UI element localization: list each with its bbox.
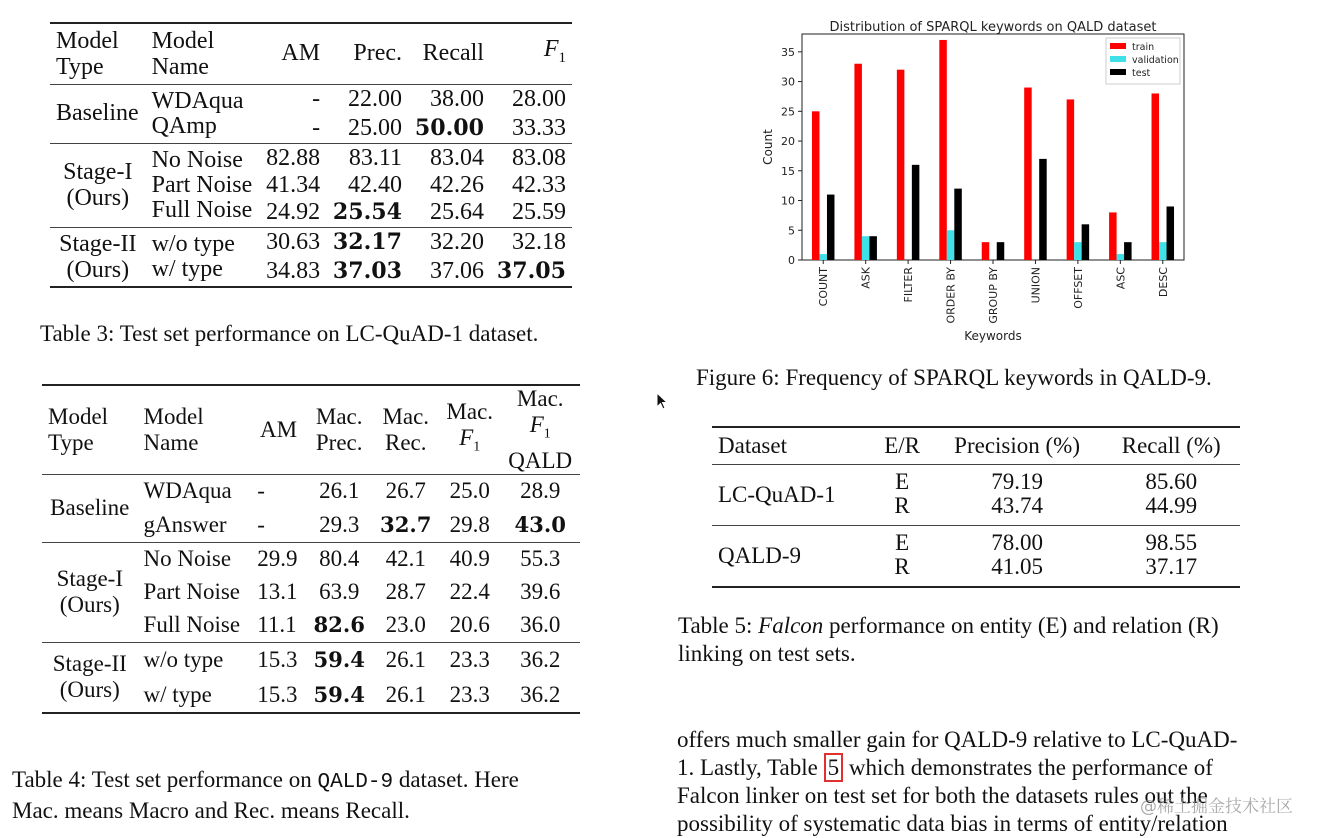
bar-validation [862,236,870,260]
group-label-line: (Ours) [66,185,130,211]
legend-swatch [1110,56,1126,62]
cell-recall: 98.55 [1145,529,1198,555]
header-er: E/R [884,432,920,458]
cell-er: E [895,468,910,494]
table-5-reference-link[interactable]: 5 [824,753,844,782]
body-line: possibility of systematic data bias in terms of entity/relation [677,811,1228,836]
table-row [50,143,572,173]
body-line [677,754,1287,782]
body-line: offers much smaller gain for QALD-9 relative to LC-QuAD- [677,727,1238,752]
header-text: Name [151,53,209,80]
y-axis-label: Count [761,129,775,165]
body-line: Falcon linker on test set for both the datasets rules out the [677,783,1208,808]
cell-precision: 41.05 [991,553,1043,579]
cell-prec: 63.9 [319,579,360,605]
group-label-line: Stage-I [63,159,133,185]
cell-recall: 85.60 [1145,468,1198,494]
cell-rec: 26.1 [385,682,426,708]
x-tick-label: DESC [1156,267,1170,298]
row-name: WDAqua [143,478,232,504]
group-label-line: Stage-II [59,230,137,257]
cell-prec [326,227,408,257]
header-text: Prec. [315,429,363,455]
x-tick-label: UNION [1029,267,1043,304]
table-header-row [712,428,1240,464]
header-text: Type [48,429,94,455]
bar-train [854,64,862,260]
bar-test [869,236,877,260]
y-tick-label: 30 [781,75,795,89]
bar-validation [947,230,955,260]
row-name: No Noise [143,546,232,572]
table-5-caption [678,612,1298,668]
cell-rec: 23.0 [385,611,426,637]
header-text: Mac. [315,403,363,429]
x-tick-label: OFFSET [1071,267,1085,309]
caption-text: Table 4: Test set performance on [12,767,318,792]
table-4 [42,384,580,714]
bold-value: 59.4 [313,682,365,708]
header-model-name [138,386,252,474]
cell-am: 41.34 [266,171,321,198]
figure-6-caption: Figure 6: Frequency of SPARQL keywords in QALD-9. [696,365,1212,390]
header-text: Model [56,27,119,54]
bold-value: 32.7 [379,511,432,537]
cell-rec: 28.7 [385,579,426,605]
y-tick-label: 5 [788,224,795,238]
legend-label: train [1132,42,1155,53]
header-dataset: Dataset [718,432,787,458]
cell-prec [326,198,408,228]
bar-test [997,242,1005,260]
x-tick-label: FILTER [902,267,916,303]
cell-f1-qald: 55.3 [520,546,561,572]
header-mac-f1-qald: Mac. $F_1$ QALD [508,386,573,473]
table-5-grid [712,428,1240,586]
cell-prec: 25.00 [348,114,403,141]
header-precision: Precision (%) [954,432,1080,458]
cell-am: 15.3 [257,647,298,673]
cell-f1: 25.59 [512,198,566,225]
group-label [42,542,138,642]
cell-recall: 32.20 [429,228,484,255]
group-label: Baseline [50,495,130,521]
cell-am: 11.1 [257,611,297,637]
watermark: @稀土掘金技术社区 [1140,797,1293,817]
bar-train [897,70,905,260]
header-model-type [42,386,138,474]
x-axis-label: Keywords [964,329,1022,343]
bar-validation [1159,242,1167,260]
table-row [42,474,580,508]
bar-test [954,189,962,260]
y-tick-label: 25 [781,105,795,119]
header-recall: Recall [422,40,484,67]
header-am: AM [260,416,298,442]
cell-rec: 26.1 [385,647,426,673]
table-row [50,227,572,257]
cell-am: - [257,478,265,504]
cell-precision: 43.74 [991,492,1043,518]
body-paragraph [677,726,1287,838]
cell-recall: 42.26 [429,171,484,198]
legend-label: validation [1132,55,1179,66]
y-tick-label: 10 [781,194,795,208]
table-header-row [50,24,572,84]
cell-f1: 40.9 [449,546,490,572]
x-tick-label: ASC [1114,267,1128,290]
table-3 [50,22,572,288]
bar-test [1039,159,1047,260]
table-3-caption: Table 3: Test set performance on LC-QuAD-1 dataset. [40,321,539,346]
caption-text: dataset. Here [393,767,519,792]
group-label [42,642,138,712]
cell-precision: 78.00 [991,529,1043,555]
row-name: QAmp [151,112,217,139]
cell-recall: 83.04 [429,144,484,171]
bottom-rule [50,286,572,288]
cell-am: 13.1 [257,579,298,605]
cell-rec: 26.7 [385,478,426,504]
group-label-line: Stage-II [52,651,127,677]
cell-f1: 83.08 [512,144,566,171]
cell-am: 34.83 [266,257,321,284]
cell-prec [306,642,373,678]
body-text: which demonstrates the performance of [843,755,1213,780]
bar-test [912,165,920,260]
cell-prec: 42.40 [348,171,403,198]
row-name: w/ type [151,255,223,282]
header-recall: Recall (%) [1121,432,1221,458]
header-text: Mac. [446,399,494,424]
y-tick-label: 15 [781,164,795,178]
cell-recall: 25.64 [429,198,484,225]
caption-text: Mac. means Macro and Rec. means Recall. [12,798,410,823]
header-text: Mac. [382,403,430,429]
table-3-grid [50,24,572,286]
cell-prec: 26.1 [319,478,360,504]
group-label-line: (Ours) [59,677,120,703]
cell-am: - [257,511,265,537]
cell-er: R [894,492,910,518]
row-name: Full Noise [143,611,241,637]
header-text: Rec. [385,429,427,455]
row-name: Full Noise [151,196,253,223]
cell-recall: 38.00 [429,85,484,112]
table-row [712,525,1240,555]
cell-f1: 25.0 [449,478,490,504]
bar-validation [819,254,827,260]
group-label-line: Stage-I [56,566,123,592]
cell-am: - [312,85,321,112]
cell-f1: 23.3 [449,682,490,708]
cell-rec: 42.1 [385,546,426,572]
x-tick-label: ORDER BY [944,267,958,324]
header-text: QALD [508,447,573,473]
bold-value: 82.6 [313,611,365,637]
header-mac-prec [306,386,373,474]
sparql-keyword-bar-chart [760,14,1200,344]
cell-am: 15.3 [257,682,298,708]
mouse-cursor-icon [656,392,670,412]
cell-recall: 44.99 [1145,492,1198,518]
row-name: w/o type [151,230,235,257]
table-4-caption [12,766,612,825]
caption-text: Table 5: [678,613,759,638]
cell-f1-qald [500,508,580,542]
bar-train [1152,93,1160,260]
bar-train [1024,88,1032,260]
bar-validation [1117,254,1125,260]
header-mac-f1: Mac. $F_1$ [446,399,494,455]
x-tick-label: ASK [859,267,873,289]
bar-train [1109,212,1117,260]
cell-prec: 83.11 [348,144,403,171]
caption-code: QALD-9 [317,771,394,794]
y-tick-label: 35 [781,45,795,59]
header-mac-rec [372,386,439,474]
cell-f1: 23.3 [449,647,490,673]
header-text: Model [151,27,215,54]
cell-precision: 79.19 [991,468,1043,494]
table-header-row [42,386,580,474]
cell-f1-qald: 39.6 [520,579,561,605]
y-tick-label: 0 [788,254,795,267]
cell-prec [306,608,373,642]
header-am: AM [281,40,321,67]
cell-prec: 29.3 [319,511,360,537]
bold-value: 37.05 [496,257,566,284]
bottom-rule [42,712,580,714]
cell-f1-qald: 36.2 [520,682,561,708]
cell-f1-qald: 36.0 [520,611,561,637]
bar-train [982,242,990,260]
cell-f1: 20.6 [449,611,490,637]
header-text: Type [56,53,104,80]
cell-rec [372,508,439,542]
cell-recall: 37.06 [429,257,484,284]
legend-swatch [1110,43,1126,49]
dataset-name: LC-QuAD-1 [718,481,836,507]
cell-am: 24.92 [266,198,321,225]
bottom-rule [712,586,1240,588]
table-4-grid [42,386,580,712]
cell-f1 [490,257,572,286]
cell-recall: 37.17 [1145,553,1198,579]
bar-test [1167,206,1175,260]
row-name: Part Noise [151,171,253,198]
legend-label: test [1132,68,1151,79]
row-name: w/ type [143,682,212,708]
dataset-name: QALD-9 [718,542,802,568]
bar-train [1067,99,1075,260]
header-f1: $F_1$ [543,35,566,66]
header-prec: Prec. [353,40,403,67]
bar-test [827,195,835,260]
cell-am: - [312,114,321,141]
bar-validation [1074,242,1082,260]
bold-value: 32.17 [332,228,403,255]
x-tick-label: COUNT [817,267,831,307]
group-label-line: (Ours) [59,592,120,618]
table-5 [712,426,1240,588]
header-model-type [50,24,146,84]
group-label [50,227,146,286]
table-row [50,84,572,114]
bold-value: 59.4 [313,647,365,673]
bold-value: 43.0 [514,511,566,537]
group-label: Baseline [56,100,139,126]
cell-er: E [895,529,910,555]
header-text: Mac. [516,386,564,411]
row-name: WDAqua [151,87,244,114]
cell-f1: 29.8 [449,511,490,537]
cell-am: 82.88 [266,144,321,171]
row-name: gAnswer [143,511,227,537]
cell-am: 29.9 [257,546,298,572]
bar-train [812,111,820,260]
cell-f1: 22.4 [449,579,490,605]
group-label-line: (Ours) [66,256,130,283]
bold-value: 37.03 [332,257,403,284]
table-row [42,542,580,576]
group-label [50,143,146,227]
header-text: Name [143,429,199,455]
header-text: Model [143,403,204,429]
cell-f1-qald: 36.2 [520,647,561,673]
body-text: 1. Lastly, Table [677,755,824,780]
chart-title: Distribution of SPARQL keywords on QALD dataset [829,20,1157,35]
bar-train [939,40,947,260]
header-model-name [146,24,260,84]
bold-value: 50.00 [414,114,484,141]
table-row [42,642,580,678]
caption-emphasis: Falcon [758,613,824,638]
header-text: Model [48,403,109,429]
cell-f1: 42.33 [512,171,566,198]
cell-recall [408,114,490,144]
cell-prec: 80.4 [319,546,360,572]
y-tick-label: 20 [781,135,795,149]
row-name: w/o type [143,647,224,673]
caption-text: linking on test sets. [678,641,856,666]
caption-text: performance on entity (E) and relation (R) [823,613,1219,638]
bar-test [1124,242,1132,260]
cell-f1: 28.00 [512,85,566,112]
x-tick-label: GROUP BY [987,267,1000,324]
table-row [712,464,1240,494]
cell-f1: 32.18 [512,228,566,255]
cell-f1: 33.33 [512,114,566,141]
cell-er: R [894,553,910,579]
cell-prec [306,678,373,712]
row-name: No Noise [151,146,243,173]
cell-f1-qald: 28.9 [520,478,561,504]
cell-prec [326,257,408,286]
cell-prec: 22.00 [348,85,403,112]
row-name: Part Noise [143,579,241,605]
cell-am: 30.63 [266,228,321,255]
bold-value: 25.54 [332,198,403,225]
bar-test [1082,224,1090,260]
legend-swatch [1110,69,1126,75]
